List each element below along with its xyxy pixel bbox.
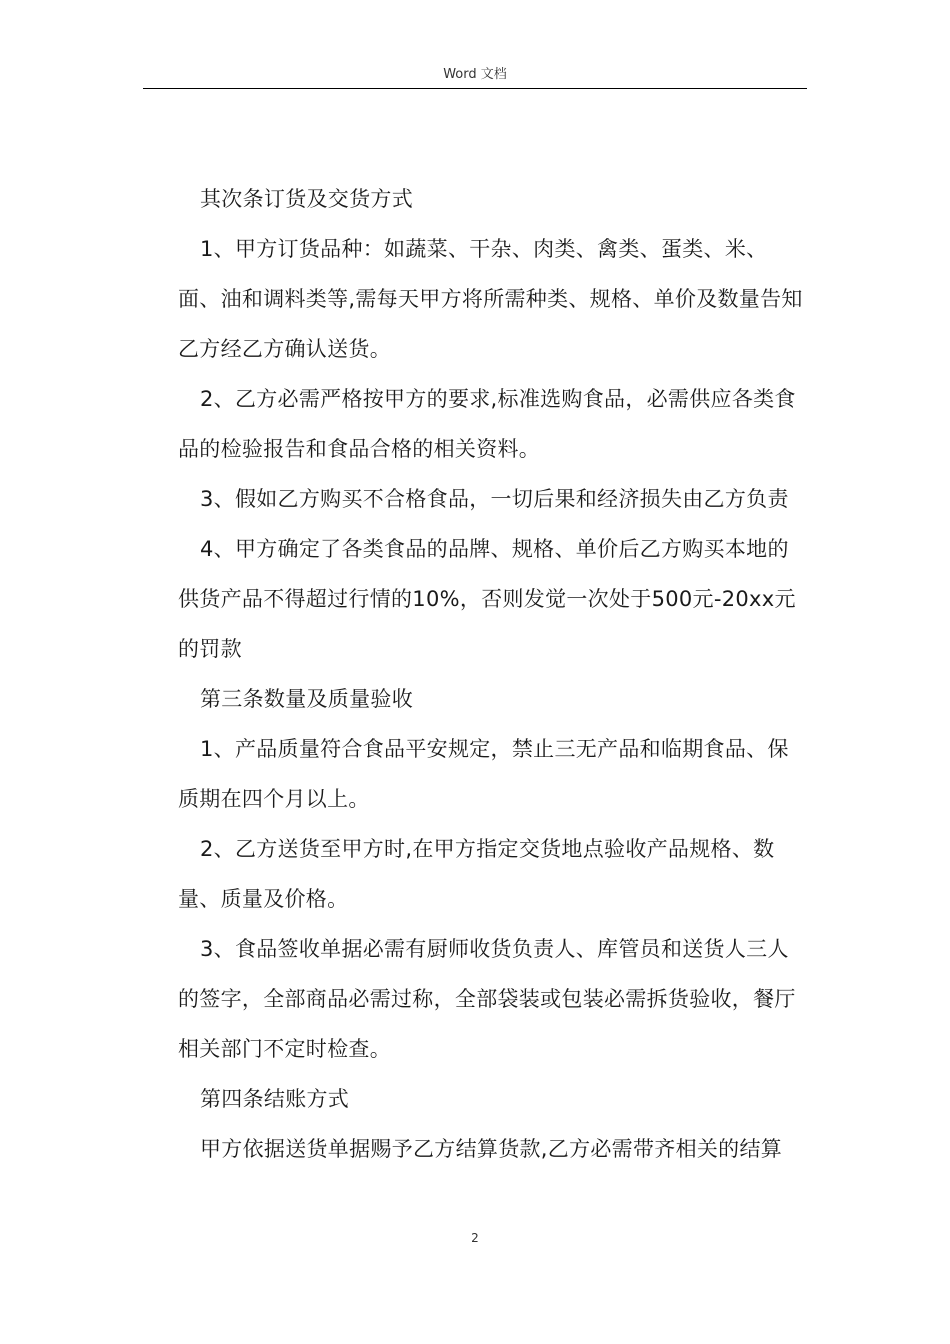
paragraph-delivery-check: 2、乙方送货至甲方时,在甲方指定交货地点验收产品规格、数量、质量及价格。 (178, 837, 775, 911)
paragraph-receipt-signing: 3、食品签收单据必需有厨师收货负责人、库管员和送货人三人的签字，全部商品必需过称，全部袋装或包装必需拆货验收，餐厅相关部门不定时检查。 (178, 937, 796, 1061)
section-heading-delivery: 其次条订货及交货方式 (200, 187, 413, 211)
page-header: Word 文档 (443, 67, 507, 82)
header-divider (143, 88, 807, 89)
paragraph-quality-rules: 1、产品质量符合食品平安规定，禁止三无产品和临期食品、保质期在四个月以上。 (178, 737, 789, 811)
page-number: 2 (471, 1231, 479, 1245)
section-heading-inspection: 第三条数量及质量验收 (200, 687, 413, 711)
paragraph-settlement: 甲方依据送货单据赐予乙方结算货款,乙方必需带齐相关的结算 (200, 1137, 783, 1161)
paragraph-unqualified-food: 3、假如乙方购买不合格食品，一切后果和经济损失由乙方负责 (200, 487, 789, 511)
paragraph-purchase-standard: 2、乙方必需严格按甲方的要求,标准选购食品，必需供应各类食品的检验报告和食品合格的相关资料。 (178, 387, 796, 461)
section-heading-settlement: 第四条结账方式 (200, 1087, 350, 1111)
paragraph-price-penalty: 4、甲方确定了各类食品的品牌、规格、单价后乙方购买本地的供货产品不得超过行情的10%，否则发觉一次处于500元-20xx元的罚款 (178, 537, 796, 661)
document-body (178, 174, 810, 1174)
paragraph-order-varieties: 1、甲方订货品种：如蔬菜、干杂、肉类、禽类、蛋类、米、面、油和调料类等,需每天甲方将所需种类、规格、单价及数量告知乙方经乙方确认送货。 (178, 237, 803, 361)
